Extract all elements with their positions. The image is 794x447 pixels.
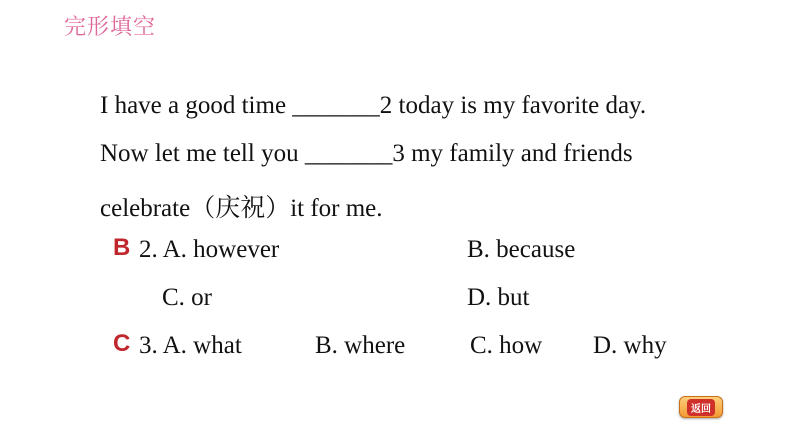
page-title: 完形填空 — [64, 15, 157, 40]
q2-option-a: 2. A. however — [139, 236, 280, 263]
answer-badge-q3: C — [113, 330, 131, 357]
passage-line-2: Now let me tell you _______3 my family and friends — [100, 140, 633, 167]
q2-option-d: D. but — [467, 284, 530, 311]
q3-option-a: 3. A. what — [139, 332, 242, 359]
passage-line-3: celebrate（庆祝）it for me. — [100, 195, 383, 222]
passage-line-1: I have a good time _______2 today is my favorite day. — [100, 92, 647, 119]
q2-option-c: C. or — [162, 284, 212, 311]
back-button-label: 返回 — [687, 399, 715, 416]
q3-option-b: B. where — [315, 332, 406, 359]
q3-option-d: D. why — [593, 332, 667, 359]
q3-option-c: C. how — [470, 332, 543, 359]
back-button[interactable] — [679, 396, 723, 418]
q2-option-b: B. because — [467, 236, 576, 263]
answer-badge-q2: B — [113, 234, 131, 261]
